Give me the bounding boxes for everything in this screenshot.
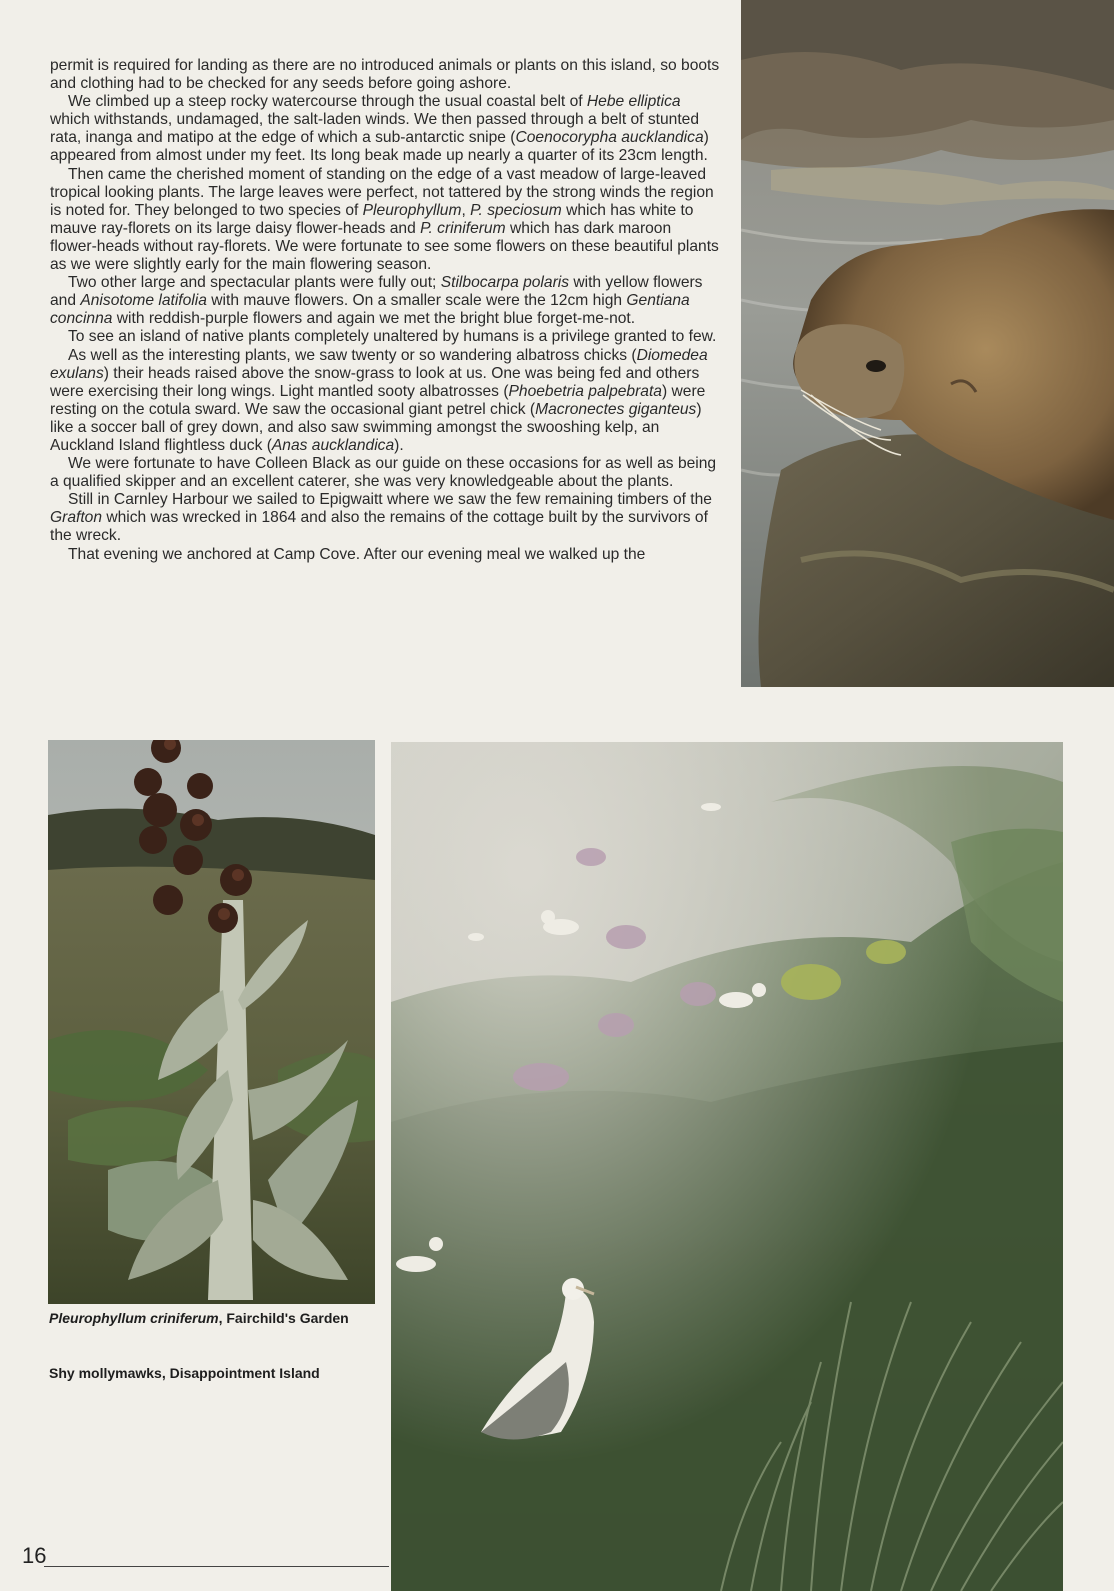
italic-text-run: P. speciosum — [470, 201, 562, 219]
article-paragraph — [50, 546, 720, 564]
article-paragraph — [50, 491, 720, 545]
text-run: ) appeared from almost under my feet. Its long beak made up nearly a quarter of its 23cm length. — [50, 129, 709, 165]
italic-text-run: Pleurophyllum — [362, 201, 462, 219]
article-paragraph — [50, 328, 720, 346]
plant-caption-species: Pleurophyllum criniferum — [49, 1310, 219, 1326]
italic-text-run: Anas aucklandica — [271, 436, 395, 454]
italic-text-run: Gentiana concinna — [50, 292, 690, 328]
text-run: with reddish-purple flowers and again we met the bright blue forget-me-not. — [112, 310, 636, 328]
text-run: permit is required for landing as there are no introduced animals or plants on this island, so boots and clothing had to be checked for any seeds before going ashore. — [50, 57, 720, 93]
sea-lion-photo — [741, 0, 1114, 687]
text-run: We climbed up a steep rocky watercourse through the usual coastal belt of — [68, 93, 587, 111]
text-run: Still in Carnley Harbour we sailed to Epigwaitt where we saw the few remaining timbers of the — [68, 491, 712, 509]
article-paragraph — [50, 57, 720, 93]
italic-text-run: Coenocorypha aucklandica — [515, 129, 704, 147]
text-run: We were fortunate to have Colleen Black as our guide on these occasions for as well as being a qualified skipper and an excellent caterer, she was very knowledgeable about the plants. — [50, 455, 717, 491]
page-number: 16 — [22, 1543, 47, 1568]
article-paragraph — [50, 455, 720, 491]
text-run: ) were resting on the cotula sward. We saw the occasional giant petrel chick ( — [50, 382, 706, 418]
text-run: which has white to mauve ray-florets on its large daisy flower-heads and — [50, 201, 694, 237]
mollymawks-caption: Shy mollymawks, Disappointment Island — [49, 1365, 320, 1381]
text-run: which was wrecked in 1864 and also the remains of the cottage built by the survivors of the wreck. — [50, 509, 708, 545]
text-run: Two other large and spectacular plants were fully out; — [68, 274, 441, 292]
article-paragraph — [50, 166, 720, 275]
page-rule — [44, 1566, 389, 1567]
text-run: As well as the interesting plants, we saw twenty or so wandering albatross chicks ( — [68, 346, 637, 364]
article-paragraph — [50, 93, 720, 165]
article-text — [50, 57, 720, 564]
text-run: To see an island of native plants completely unaltered by humans is a privilege granted to few. — [68, 328, 717, 346]
text-run: with yellow flowers and — [50, 274, 703, 310]
text-run: which has dark maroon flower-heads without ray-florets. We were fortunate to see some flowers on these beautiful plants as we were slightly early for the main flowering season. — [50, 219, 719, 274]
plant-caption — [49, 1310, 349, 1326]
italic-text-run: Grafton — [50, 509, 103, 527]
italic-text-run: P. criniferum — [420, 219, 506, 237]
text-run: Then came the cherished moment of standing on the edge of a vast meadow of large-leaved tropical looking plants. The large leaves were perfect, not tattered by the strong winds the region is noted for. They belonged to two species of — [50, 165, 714, 219]
text-run: That evening we anchored at Camp Cove. After our evening meal we walked up the — [68, 545, 646, 563]
article-paragraph — [50, 347, 720, 456]
italic-text-run: Diomedea exulans — [50, 346, 708, 382]
article-paragraph — [50, 274, 720, 328]
mollymawks-photo — [391, 742, 1063, 1591]
text-run: ) their heads raised above the snow-grass to look at us. One was being fed and others were exercising their long wings. Light mantled sooty albatrosses ( — [50, 364, 700, 400]
italic-text-run: Anisotome latifolia — [80, 292, 207, 310]
italic-text-run: Macronectes giganteus — [535, 400, 697, 418]
text-run: ). — [394, 436, 404, 454]
text-run: with mauve flowers. On a smaller scale were the 12cm high — [206, 292, 627, 310]
text-run: ) like a soccer ball of grey down, and also saw swimming amongst the swooshing kelp, an Auckland Island flightless duck ( — [50, 400, 702, 454]
plant-caption-location: , Fairchild's Garden — [218, 1310, 349, 1326]
italic-text-run: Phoebetria palpebrata — [508, 382, 662, 400]
pleurophyllum-photo — [48, 740, 375, 1304]
text-run: , — [461, 201, 471, 219]
italic-text-run: Stilbocarpa polaris — [440, 274, 570, 292]
italic-text-run: Hebe elliptica — [586, 93, 681, 111]
text-run: which withstands, undamaged, the salt-laden winds. We then passed through a belt of stunted rata, inanga and matipo at the edge of which a sub-antarctic snipe ( — [50, 111, 699, 147]
